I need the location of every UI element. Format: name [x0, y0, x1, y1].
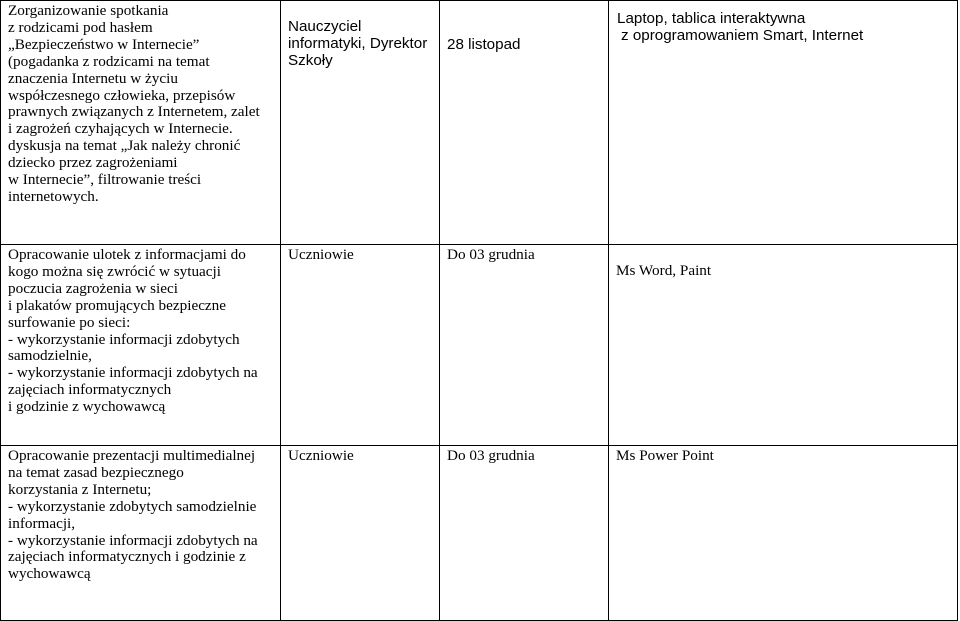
activity-line: zajęciach informatycznych i godzinie z — [8, 548, 246, 566]
table-row — [1, 245, 958, 446]
responsible-cell — [281, 446, 440, 621]
activity-line: (pogadanka z rodzicami na temat — [8, 52, 210, 70]
activity-cell — [1, 245, 281, 446]
responsible-cell — [281, 245, 440, 446]
activity-line: i plakatów promujących bezpieczne — [8, 296, 227, 314]
activity-line: współczesnego człowieka, przepisów — [8, 86, 236, 104]
date-cell — [440, 245, 609, 446]
tools-line: Laptop, tablica interaktywna — [617, 10, 806, 27]
activity-line: dziecko przez zagrożeniami — [8, 154, 178, 172]
date-cell — [440, 446, 609, 621]
activity-line: i zagrożeń czyhających w Internecie. — [8, 120, 233, 138]
activity-line: Zorganizowanie spotkania — [8, 2, 169, 19]
activity-line: „Bezpieczeństwo w Internecie” — [8, 35, 200, 53]
tools-cell — [609, 1, 958, 245]
responsible-line: informatyki, Dyrektor — [288, 34, 428, 52]
activity-line: samodzielnie, — [8, 347, 92, 365]
activity-line: poczucia zagrożenia w sieci — [8, 279, 178, 297]
activity-line: surfowanie po sieci: — [8, 313, 131, 331]
activity-line: Opracowanie ulotek z informacjami do — [8, 246, 246, 263]
date-text: Do 03 grudnia — [447, 246, 535, 263]
activity-cell — [1, 1, 281, 245]
activity-line: i godzinie z wychowawcą — [8, 398, 166, 416]
activity-line: dyskusja na temat „Jak należy chronić — [8, 137, 241, 155]
date-text: Do 03 grudnia — [447, 447, 535, 464]
responsible-line: Nauczyciel — [288, 18, 362, 35]
activity-line: na temat zasad bezpiecznego — [8, 463, 184, 481]
table-row — [1, 1, 958, 245]
activity-line: kogo można się zwrócić w sytuacji — [8, 262, 221, 280]
responsible-line: Uczniowie — [288, 246, 354, 263]
tools-line: Ms Power Point — [616, 447, 714, 464]
activity-line: Opracowanie prezentacji multimedialnej — [8, 447, 256, 464]
tools-cell — [609, 446, 958, 621]
activity-line: znaczenia Internetu w życiu — [8, 69, 178, 87]
activity-line: prawnych związanych z Internetem, zalet — [8, 103, 260, 121]
responsible-line: Szkoły — [288, 51, 333, 69]
activity-line: - wykorzystanie zdobytych samodzielnie — [8, 497, 257, 515]
responsible-line: Uczniowie — [288, 447, 354, 464]
tools-cell — [609, 245, 958, 446]
activity-line: - wykorzystanie informacji zdobytych na — [8, 364, 258, 382]
table-row — [1, 446, 958, 621]
activity-line: - wykorzystanie informacji zdobytych — [8, 330, 240, 348]
responsible-cell — [281, 1, 440, 245]
tools-line: z oprogramowaniem Smart, Internet — [621, 26, 864, 44]
activity-line: w Internecie”, filtrowanie treści — [8, 171, 202, 189]
activity-line: z rodzicami pod hasłem — [8, 18, 153, 36]
tools-line: Ms Word, Paint — [616, 262, 712, 279]
activity-cell — [1, 446, 281, 621]
activity-line: internetowych. — [8, 187, 99, 205]
activity-line: - wykorzystanie informacji zdobytych na — [8, 531, 258, 549]
activity-line: zajęciach informatycznych — [8, 381, 172, 399]
date-text: 28 listopad — [447, 36, 521, 53]
activity-line: wychowawcą — [8, 565, 91, 583]
activity-line: korzystania z Internetu; — [8, 480, 152, 498]
activity-line: informacji, — [8, 514, 76, 532]
date-cell — [440, 1, 609, 245]
